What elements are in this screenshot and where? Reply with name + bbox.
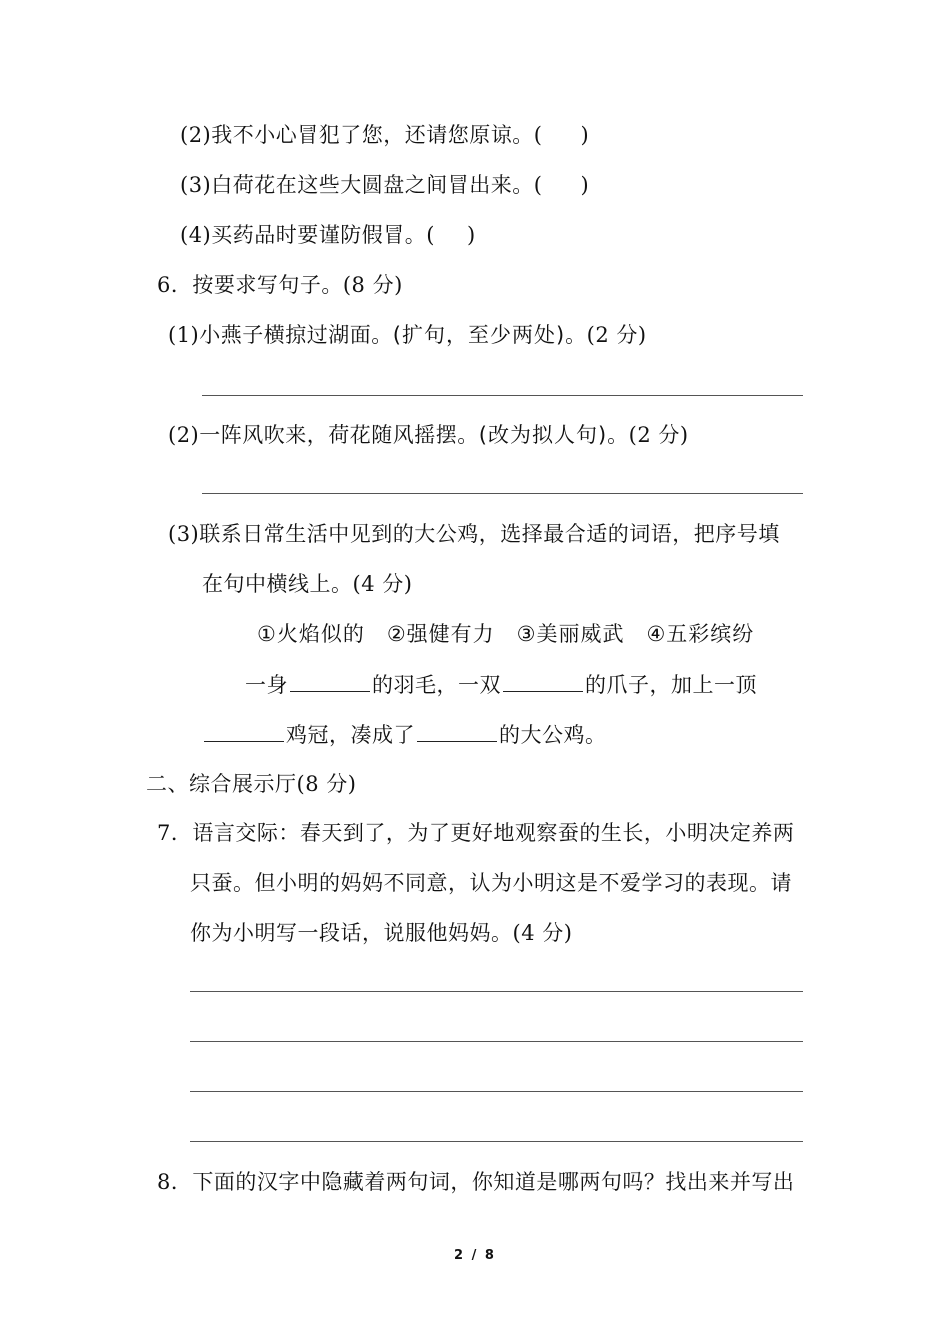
q6-fill-line1 xyxy=(245,669,757,700)
choice-1: ①火焰似的 xyxy=(257,622,365,646)
fill-blank-2[interactable] xyxy=(503,669,583,692)
q6-fill-line2 xyxy=(202,719,607,750)
q5-item-3-text: (3)白荷花在这些大圆盘之间冒出来。( xyxy=(180,173,543,197)
q6-sub2-answer-line[interactable] xyxy=(202,493,803,494)
q6-sub1-answer-line[interactable] xyxy=(202,395,803,396)
fill-blank-1[interactable] xyxy=(290,669,370,692)
q6-sub2-score: 。(2 分) xyxy=(607,423,689,447)
q8-line1: 8．下面的汉字中隐藏着两句词，你知道是哪两句吗？找出来并写出 xyxy=(157,1170,795,1194)
fill-text-a: 一身 xyxy=(245,673,288,697)
q7-answer-line-4[interactable] xyxy=(190,1141,803,1142)
q6-sub1-hint: (扩句，至少两处) xyxy=(392,323,566,347)
q6-sub3-line1: (3)联系日常生活中见到的大公鸡，选择最合适的词语，把序号填 xyxy=(168,522,780,546)
q6-sub1-score: 。(2 分) xyxy=(565,323,647,347)
q5-item-2 xyxy=(180,120,589,150)
fill-blank-3[interactable] xyxy=(204,719,284,742)
page-number: 2 / 8 xyxy=(454,1248,496,1263)
section-2-title: 二、综合展示厅(8 分) xyxy=(146,772,357,796)
q5-item-2-text: (2)我不小心冒犯了您，还请您原谅。( xyxy=(180,123,543,147)
fill-blank-4[interactable] xyxy=(417,719,497,742)
fill-text-b: 的羽毛，一双 xyxy=(372,673,501,697)
choice-2: ②强健有力 xyxy=(386,622,495,646)
choice-3: ③美丽威武 xyxy=(516,622,625,646)
fill-text-e: 的大公鸡。 xyxy=(499,723,607,747)
choice-4: ④五彩缤纷 xyxy=(646,622,755,646)
q6-sub1 xyxy=(168,320,647,350)
q6-title: 6．按要求写句子。(8 分) xyxy=(157,273,403,297)
q7-answer-line-1[interactable] xyxy=(190,991,803,992)
q5-item-4-close: ) xyxy=(466,223,476,247)
q7-line2: 只蚕。但小明的妈妈不同意，认为小明这是不爱学习的表现。请 xyxy=(190,871,792,895)
q6-sub2 xyxy=(168,420,689,450)
fill-text-c: 的爪子，加上一顶 xyxy=(585,673,757,697)
fill-text-d: 鸡冠，凑成了 xyxy=(286,723,415,747)
q7-answer-line-3[interactable] xyxy=(190,1091,803,1092)
q5-item-2-close: ) xyxy=(580,123,590,147)
q5-item-3 xyxy=(180,170,589,200)
q5-item-3-close: ) xyxy=(580,173,590,197)
q5-item-4-text: (4)买药品时要谨防假冒。( xyxy=(180,223,435,247)
q6-sub3-line2: 在句中横线上。(4 分) xyxy=(202,572,413,596)
q6-sub2-hint: (改为拟人句) xyxy=(478,423,608,447)
q7-line3: 你为小明写一段话，说服他妈妈。(4 分) xyxy=(190,921,573,945)
q6-sub1-text: (1)小燕子横掠过湖面。 xyxy=(168,323,393,347)
q6-choices xyxy=(257,619,754,649)
q6-sub2-text: (2)一阵风吹来，荷花随风摇摆。 xyxy=(168,423,479,447)
q5-item-4 xyxy=(180,220,476,250)
q7-answer-line-2[interactable] xyxy=(190,1041,803,1042)
q7-line1: 7．语言交际：春天到了，为了更好地观察蚕的生长，小明决定养两 xyxy=(157,821,795,845)
